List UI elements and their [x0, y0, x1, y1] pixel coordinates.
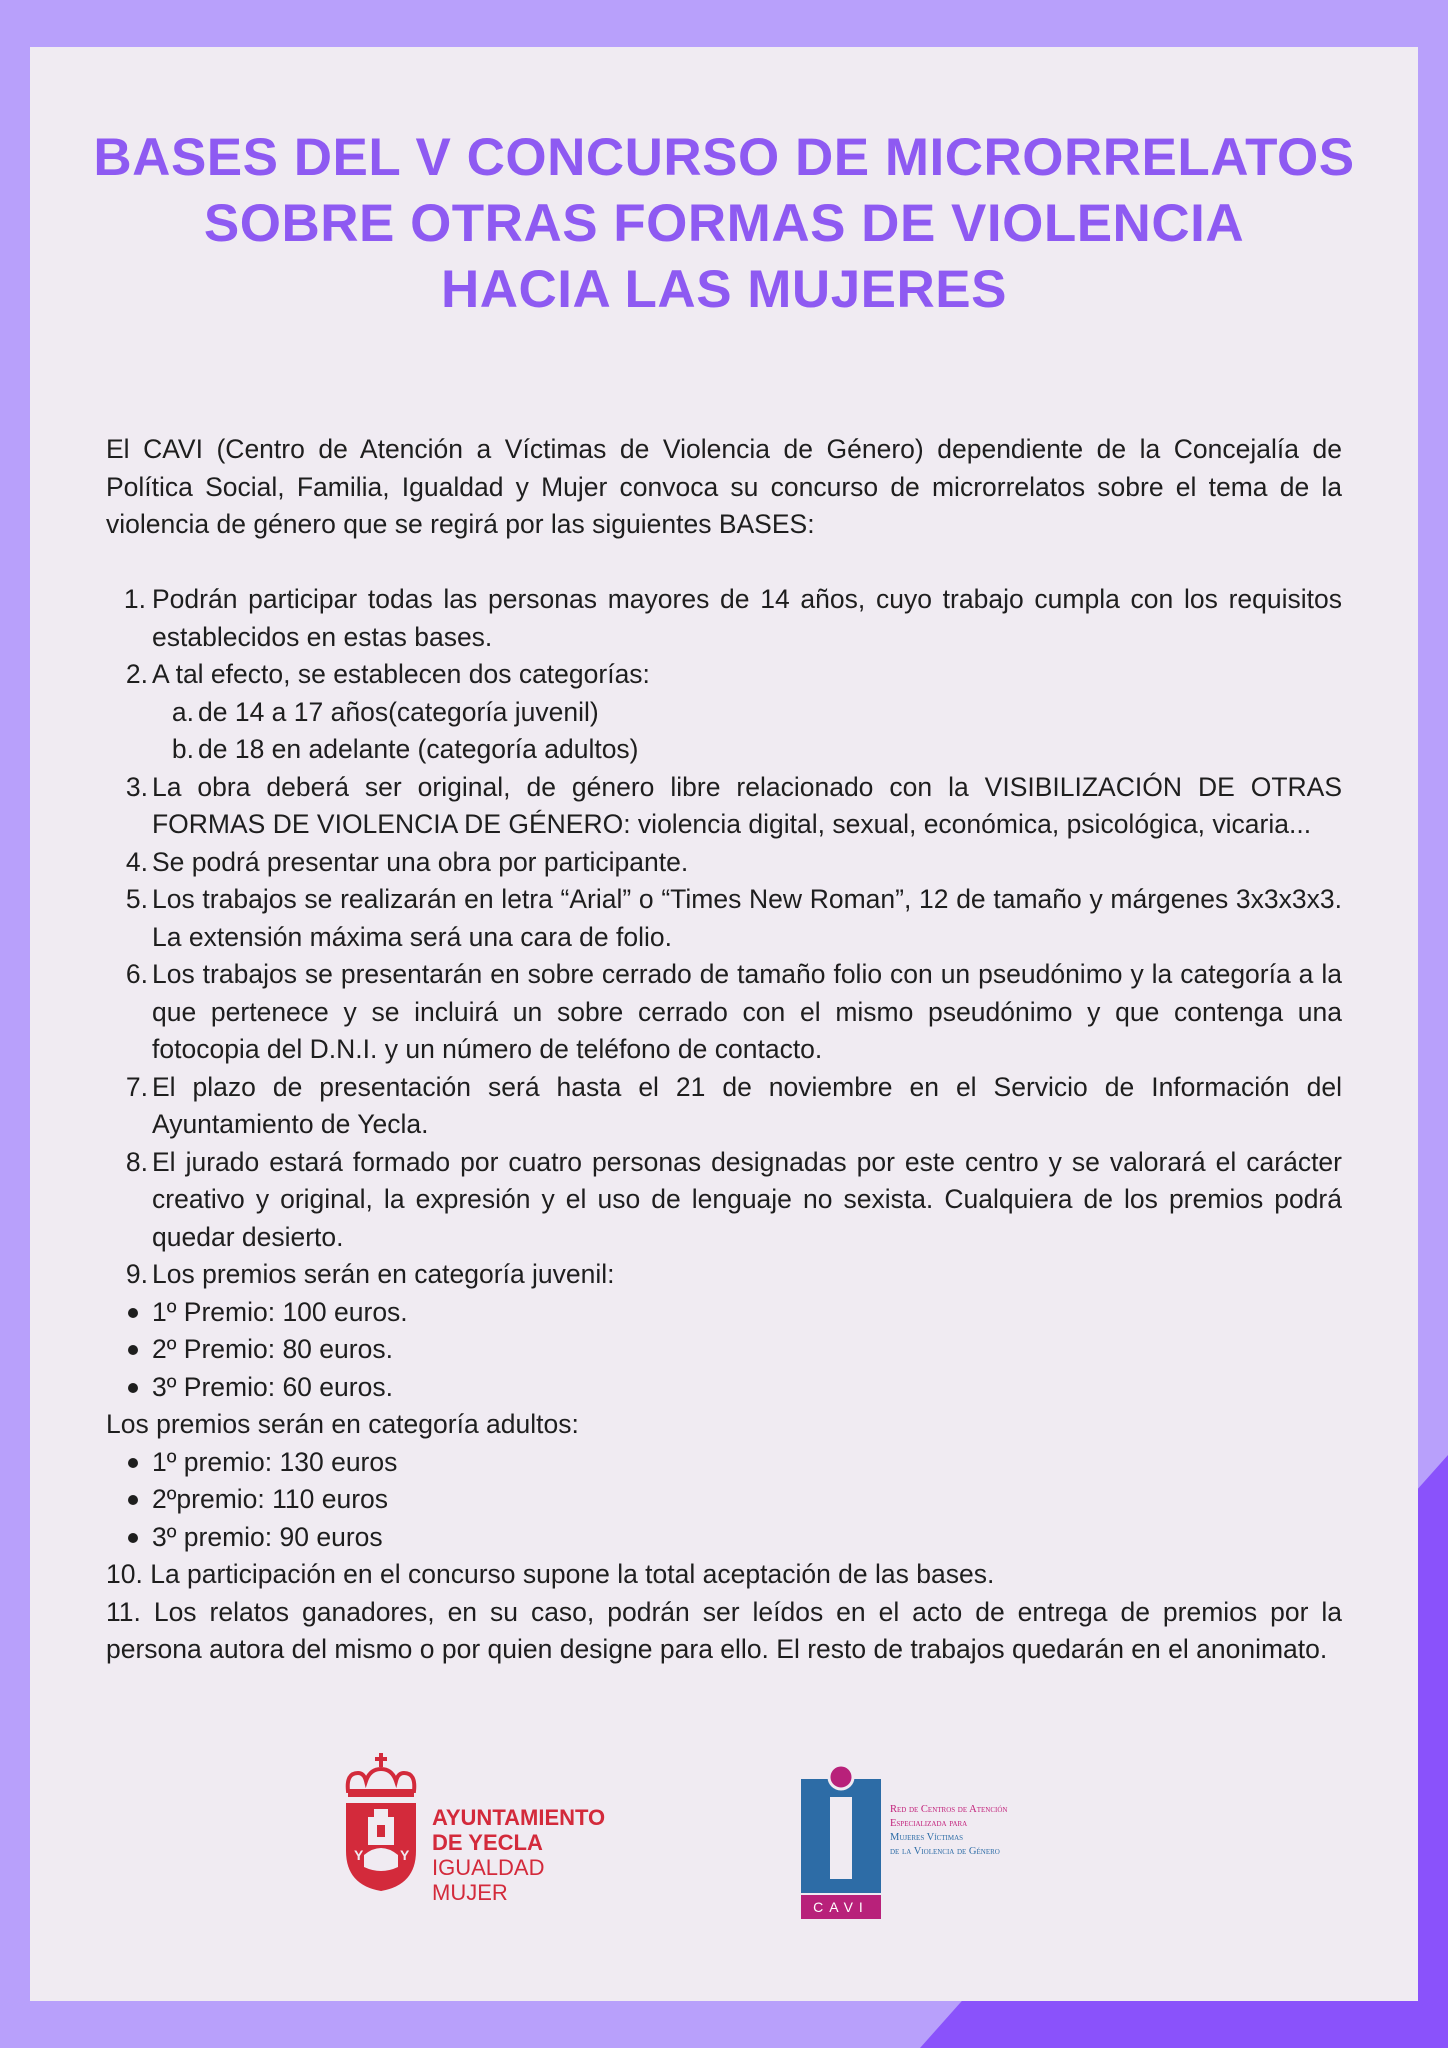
yecla-line-2: DE YECLA — [432, 1830, 543, 1855]
prize-text: 2ºpremio: 110 euros — [152, 1484, 389, 1514]
cavi-label: CAVI — [801, 1895, 881, 1919]
rule-item — [106, 956, 1342, 1069]
rule-11: 11. Los relatos ganadores, en su caso, podrán ser leídos en el acto de entrega de premios por la persona autora del mismo o por quien designe para ello. El resto de trabajos quedarán en el anonimato. — [106, 1596, 1342, 1664]
prize-text: 2º Premio: 80 euros. — [152, 1334, 393, 1364]
rule-10: 10. La participación en el concurso supone la total aceptación de las bases. — [106, 1559, 995, 1589]
shield-letter-left: Y — [354, 1847, 364, 1863]
rule-text: El plazo de presentación será hasta el 21 de noviembre en el Servicio de Información del Ayuntamiento de Yecla. — [152, 1071, 1342, 1139]
yecla-line-4: MUJER — [432, 1880, 508, 1905]
cavi-line-4: de la Violencia de Género — [890, 1846, 1000, 1857]
yecla-shield-icon — [342, 1751, 422, 1917]
rule-item — [106, 1256, 1342, 1294]
rule-number: 2. — [125, 659, 148, 689]
rule-text: Los trabajos se realizarán en letra “Arial” o “Times New Roman”, 12 de tamaño y márgenes 3x3x3x3. La extensión máxima será una cara de folio. — [152, 884, 1342, 952]
bullet-icon — [128, 1345, 138, 1355]
page-title — [30, 125, 1418, 323]
rule-item — [106, 769, 1342, 844]
cavi-info-icon — [800, 1763, 884, 1897]
prize-text: 3º premio: 90 euros — [152, 1521, 383, 1552]
poster-page — [30, 47, 1418, 2001]
title-line-2: SOBRE OTRAS FORMAS DE VIOLENCIA — [203, 194, 1245, 253]
category-text: de 14 a 17 años(categoría juvenil) — [198, 696, 599, 727]
category-letter: b. — [171, 734, 194, 764]
shield-letter-right: Y — [400, 1847, 410, 1863]
yecla-line-3: IGUALDAD — [432, 1855, 545, 1880]
rule-number: 3. — [125, 771, 148, 802]
cavi-logo — [800, 1763, 1060, 1913]
yecla-logo — [342, 1751, 642, 1921]
prize-text: 1º Premio: 100 euros. — [152, 1296, 408, 1327]
rule-text: La obra deberá ser original, de género libre relacionado con la VISIBILIZACIÓN DE OTRAS FORMAS DE VIOLENCIA DE GÉNERO: violencia digital, sexual, económica, psicológica, vicaria... — [152, 771, 1342, 839]
prize-item — [106, 1519, 1342, 1557]
cavi-line-1: Red de Centros de Atención — [890, 1804, 1008, 1815]
bullet-icon — [128, 1458, 138, 1468]
prize-item — [106, 1331, 1342, 1369]
cavi-line-3: Mujeres Víctimas — [890, 1832, 964, 1843]
rule-text: A tal efecto, se establecen dos categorías: — [152, 659, 650, 689]
title-line-1: BASES DEL V CONCURSO DE MICRORRELATOS — [93, 128, 1355, 187]
rule-number: 5. — [125, 884, 148, 914]
bullet-icon — [128, 1495, 138, 1505]
rule-text: Los premios serán en categoría juvenil: — [152, 1259, 615, 1289]
prize-item — [106, 1481, 1342, 1519]
rule-item — [106, 881, 1342, 956]
category-item — [106, 694, 1342, 732]
category-item — [106, 731, 1342, 769]
prize-item — [106, 1444, 1342, 1482]
adults-heading: Los premios serán en categoría adultos: — [106, 1409, 579, 1439]
rule-text: El jurado estará formado por cuatro personas designadas por este centro y se valorará el carácter creativo y original, la expresión y el uso de lenguaje no sexista. Cualquiera de los premios podrá quedar desierto. — [152, 1146, 1342, 1252]
rule-number: 9. — [125, 1259, 148, 1289]
rules-content — [106, 431, 1342, 1669]
rule-text: Los trabajos se presentarán en sobre cerrado de tamaño folio con un pseudónimo y la categoría a la que pertenece y se incluirá un sobre cerrado con el mismo pseudónimo y que contenga una fotocopia del D.N.I. y un número de teléfono de contacto. — [152, 959, 1342, 1064]
prize-text: 3º Premio: 60 euros. — [152, 1371, 393, 1402]
rule-number: 6. — [125, 959, 148, 989]
prize-item — [106, 1294, 1342, 1332]
rule-item — [106, 581, 1342, 656]
yecla-logo-text — [432, 1805, 605, 1905]
rule-number: 7. — [125, 1071, 148, 1102]
category-letter: a. — [171, 696, 194, 727]
bullet-icon — [128, 1533, 138, 1543]
cavi-logo-text — [890, 1803, 1007, 1859]
cavi-line-2: Especializada para — [890, 1818, 968, 1829]
rule-item — [106, 656, 1342, 694]
rule-number: 8. — [125, 1146, 148, 1177]
rule-number: 4. — [125, 846, 148, 877]
intro-paragraph: El CAVI (Centro de Atención a Víctimas de Violencia de Género) dependiente de la Concejalía de Política Social, Familia, Igualdad y Mujer convoca su concurso de microrrelatos sobre el tema de la violencia de género que se regirá por las siguientes BASES: — [106, 434, 1342, 539]
rule-number: 1. — [123, 584, 146, 614]
rule-item — [106, 1144, 1342, 1257]
prize-item — [106, 1369, 1342, 1407]
title-line-3: HACIA LAS MUJERES — [440, 260, 1008, 319]
prize-text: 1º premio: 130 euros — [152, 1446, 398, 1477]
rule-text: Podrán participar todas las personas mayores de 14 años, cuyo trabajo cumpla con los requisitos establecidos en estas bases. — [152, 584, 1342, 652]
rule-text: Se podrá presentar una obra por participante. — [152, 846, 689, 877]
bullet-icon — [128, 1308, 138, 1318]
yecla-line-1: AYUNTAMIENTO — [432, 1805, 606, 1830]
bullet-icon — [128, 1383, 138, 1393]
category-text: de 18 en adelante (categoría adultos) — [198, 734, 639, 764]
rule-item — [106, 1069, 1342, 1144]
rule-item — [106, 844, 1342, 882]
